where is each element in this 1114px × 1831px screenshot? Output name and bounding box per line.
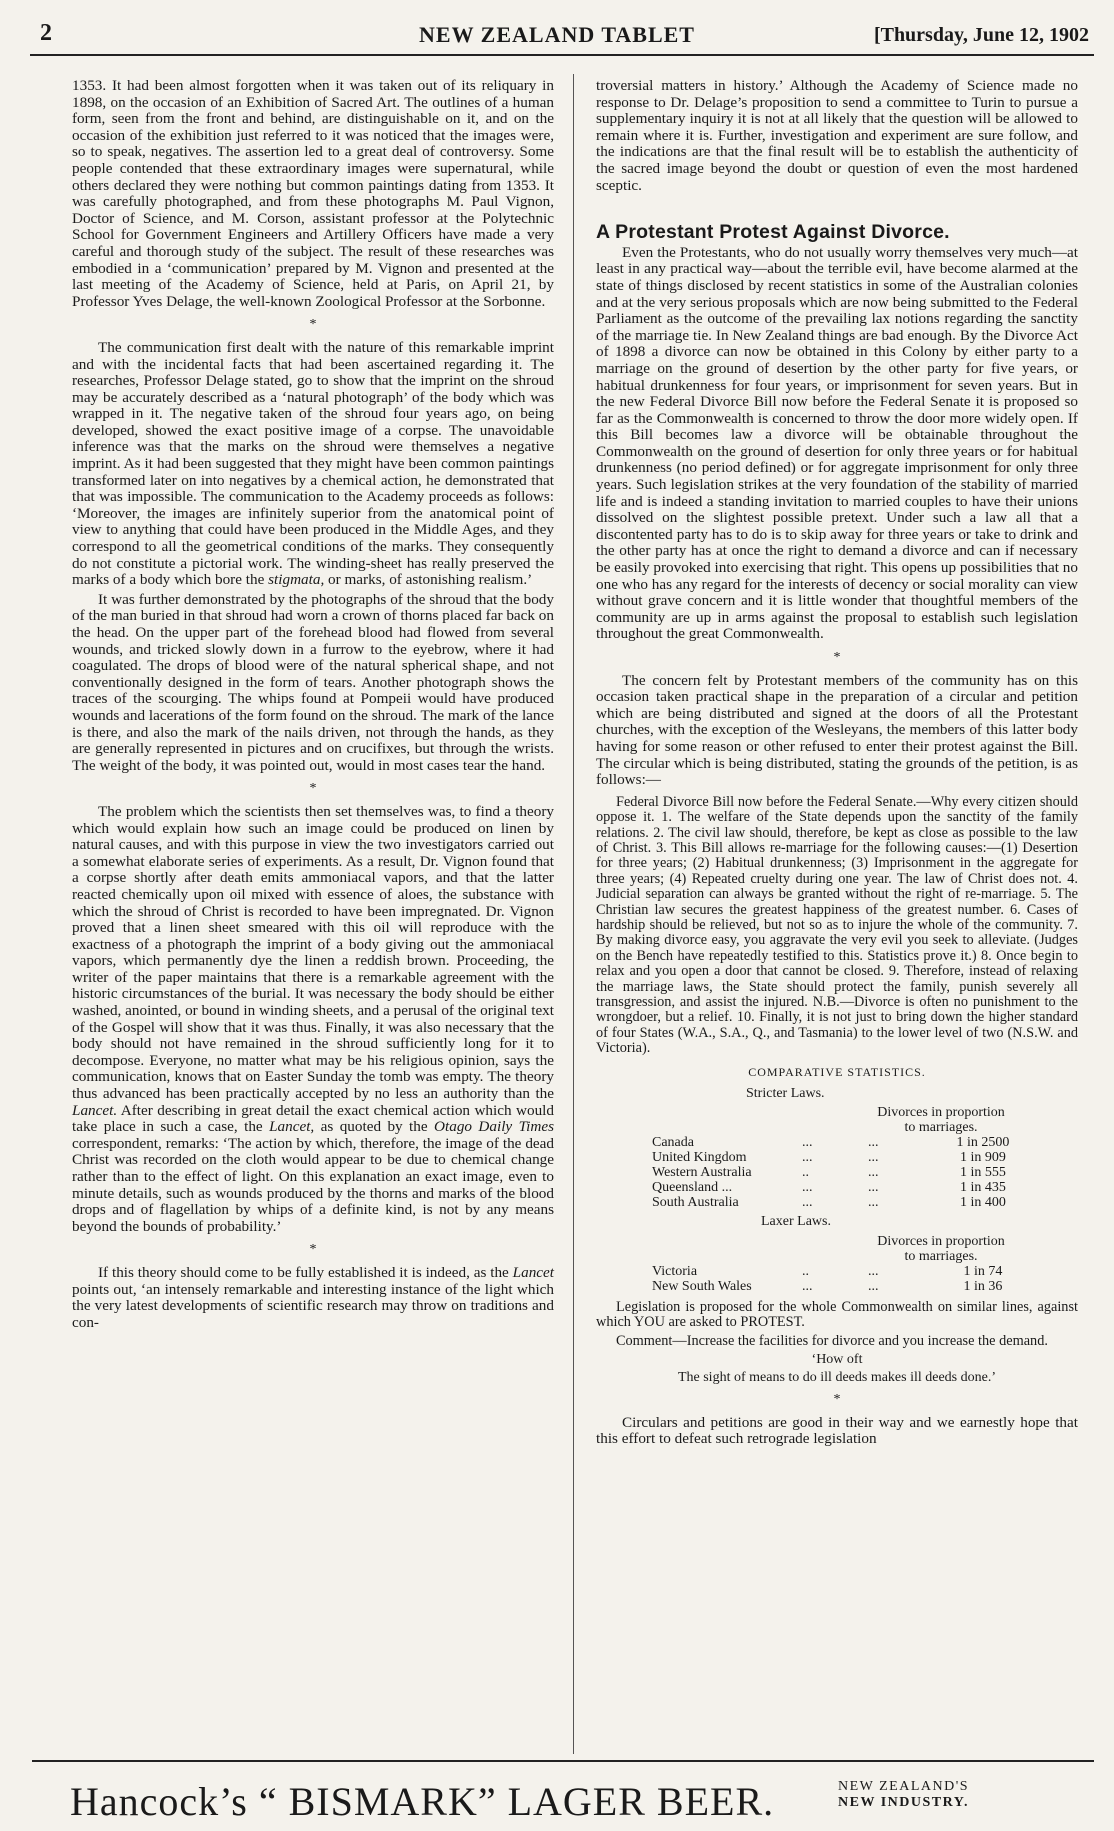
leader-dots: ... <box>868 1195 879 1211</box>
leader-dots: .. <box>802 1165 809 1181</box>
laxer-laws-label: Laxer Laws. <box>761 1214 831 1230</box>
leader-dots: ... <box>868 1135 879 1151</box>
statistics-title: COMPARATIVE STATISTICS. <box>748 1064 926 1079</box>
divorce-ratio: 1 in 435 <box>960 1180 1006 1196</box>
leader-dots: ... <box>868 1150 879 1166</box>
leader-dots: ... <box>802 1278 813 1294</box>
table-row <box>652 1195 1058 1210</box>
leader-dots: .. <box>802 1263 809 1279</box>
paragraph: Even the Protestants, who do not usually worry themselves very much—at least in any practical way—about the terrible evil, have become alarmed at the state of things disclosed by recent statistics in some of the Australian colonies and at the very serious proposals which are now being submitted to the Federal Parliament as the outcome of the prevailing lax notions regarding the sanctity of the marriage tie. In New Zealand things are bad enough. By the Divorce Act of 1898 a divorce can now be obtained in this Colony by either party to a marriage on the ground of desertion by the other party for five years, or habitual drunkenness for four years, or imprisonment for seven years. But in the new Federal Divorce Bill now before the Federal Senate it is proposed so far as the Commonwealth is concerned to throw the door more widely open. If this Bill becomes law a divorce will be obtainable throughout the Commonwealth on the ground of desertion for only three years or for habitual drunkenness (no period defined) or for aggregate imprisonment for only three years. Such legislation strikes at the very foundation of the stability of married life and is indeed a standing invitation to married couples to have their unions dissolved on the slightest possible pretext. Under such a law all that a discontented party has to do is to skip away for three years or take to drink and the other party has at once the right to demand a divorce and can if necessary be easily provoked into exercising that right. This opens up possibilities that no one who has any regard for the interests of decency or social morality can view without grave concern and it is little wonder that thoughtful members of the community are up in arms against the proposal to establish such legislation throughout the great Commonwealth. <box>596 243 1078 643</box>
masthead-title: NEW ZEALAND TABLET <box>419 22 695 47</box>
circular-paragraph: Federal Divorce Bill now before the Federal Senate.—Why every citizen should oppose it. 1. The welfare of the State depends upon the sanctity of the family relations. 2. The civil law should, therefore, be kept as close as possible to the law of Christ. 3. This Bill allows re-marriage for the following causes:—(1) Desertion for three years; (2) Habitual drunkenness; (3) Imprisonment in the aggregate for three years; (4) Repeated cruelty during one year. The law of Christ does not. 4. Judicial separation can always be granted without the right of re-marriage. 5. The Christian law secures the greatest happiness of the greatest number. 6. Cases of hardship should be relieved, but not so as to injure the whole of the community. 7. By making divorce easy, you aggravate the very evil you seek to alleviate. (Judges on the Bench have repeatedly testified to this. Statistics prove it.) 8. Once begin to relax and you open a door that cannot be closed. 9. Therefore, instead of relaxing the marriage laws, the State should protect the family, punish severely all transgression, and assist the injured. N.B.—Divorce is often no punishment to the wrongdoer, but a relief. 10. Finally, it is not just to bring down the higher standard of four States (W.A., S.A., Q., and Tasmania) to the lower level of two (N.S.W. and Victoria). <box>596 793 1078 1057</box>
section-star: * <box>833 1391 841 1407</box>
divorce-ratio: 1 in 400 <box>960 1195 1006 1211</box>
legislation-note: Legislation is proposed for the whole Commonwealth on similar lines, against which YOU are asked to PROTEST. <box>596 1298 1078 1331</box>
leader-dots: ... <box>868 1278 879 1294</box>
laxer-column-header: Divorces in proportion to marriages. <box>877 1233 1005 1264</box>
paragraph: The concern felt by Protestant members of the community has on this occasion taken practical shape in the preparation of a circular and petition which are being distributed and signed at the doors of all the Protestant churches, with the exception of the Wesleyans, the members of this latter body having for some reason or other refused to enter their protest against the Bill. The circular which is being distributed, stating the grounds of the petition, is as follows:— <box>596 671 1078 789</box>
leader-dots: ... <box>802 1150 813 1166</box>
issue-date: [Thursday, June 12, 1902 <box>873 24 1089 46</box>
country-name: Queensland ... <box>652 1180 733 1196</box>
paragraph: If this theory should come to be fully established it is indeed, as the Lancet points out, ‘an intensely remarkable and interesting instance of the light which the very latest developments of scientific research may throw on traditions and con- <box>72 1263 554 1331</box>
paragraph: It was further demonstrated by the photographs of the shroud that the body of the man buried in that shroud had worn a crown of thorns placed far back on the head. On the upper part of the forehead blood had flowed from several wounds, and tricked slowly down in a furrow to the eyebrow, where it had coagulated. The drops of blood were of the natural spherical shape, and not conventionally designed in the form of tears. Another photograph shows the traces of the scourging. The whips found at Pompeii would have produced wounds and lacerations of the form found on the shroud. The mark of the lance is there, and also the mark of the nails driven, not through the hands, as they are generally represented in pictures and on crucifixes, but through the wrists. The weight of the body, it was pointed out, would in most cases tear the hand. <box>72 590 554 774</box>
divorce-ratio: 1 in 555 <box>960 1165 1006 1181</box>
leader-dots: ... <box>868 1165 879 1181</box>
country-name: Victoria <box>652 1263 698 1279</box>
stricter-laws-table <box>652 1135 1058 1210</box>
table-row <box>652 1165 1058 1180</box>
table-row <box>652 1180 1058 1195</box>
table-row <box>652 1150 1058 1165</box>
country-name: New South Wales <box>652 1278 752 1294</box>
paragraph: The problem which the scientists then set themselves was, to find a theory which would explain how such an image could be produced on linen by natural causes, and with this purpose in view the two investigators carried out a somewhat elaborate series of experiments. As a result, Dr. Vignon found that a corpse shortly after death emits ammoniacal vapors, and that the latter reacted chemically upon oil mixed with essence of aloes, the substance with which the shroud of Christ is recorded to have been impregnated. Dr. Vignon proved that a linen sheet smeared with this oil will reproduce with the exactness of a photograph the imprint of a body giving out the ammoniacal vapors, which permanently dye the linen a reddish brown. Proceeding, the writer of the paper maintains that there is a remarkable agreement with the historic circumstances of the burial. It was necessary the body should be either washed, anointed, or bound in winding sheets, and a perusal of the original text of the Gospel will show that it was thus. Finally, it was also necessary that the body should not have remained in the shroud sufficiently long for it to decompose. Everyone, no matter what may be his religious opinion, says the communication, knows that on Easter Sunday the tomb was empty. The theory thus advanced has been practically accepted by no less an authority than the Lancet. After describing in great detail the exact chemical action which would take place in such a case, the Lancet, as quoted by the Otago Daily Times correspondent, remarks: ‘The action by which, therefore, the image of the dead Christ was recorded on the cloth would appear to be due to chemical change rather than to the effect of light. On this explanation an exact image, even to minute details, such as wounds produced by the thorns and marks of the blood drops and of flagellation by whips of a definite kind, is not by any means beyond the bounds of probability.’ <box>72 802 555 1235</box>
divorce-ratio: 1 in 909 <box>960 1150 1006 1166</box>
leader-dots: ... <box>802 1180 813 1196</box>
leader-dots: ... <box>802 1195 813 1211</box>
stricter-laws-label: Stricter Laws. <box>746 1086 825 1102</box>
footer-rule <box>32 1760 1094 1762</box>
country-name: Western Australia <box>652 1165 752 1181</box>
page-header <box>20 20 1094 50</box>
section-star: * <box>833 650 841 665</box>
section-star: * <box>309 1242 317 1258</box>
advertisement-tagline: NEW ZEALAND'S NEW INDUSTRY. <box>838 1779 970 1810</box>
country-name: South Australia <box>652 1195 739 1211</box>
quote-line: ‘How oft <box>811 1352 863 1368</box>
divorce-ratio: 1 in 74 <box>963 1263 1003 1279</box>
paragraph: 1353. It had been almost forgotten when it was taken out of its reliquary in 1898, on the occasion of an Exhibition of Sacred Art. The outlines of a human form, seen from the front and behind, are distinguishable on it, and on the occasion of the exhibition just referred to it was noticed that the images were, so to speak, negatives. The assertion led to a great deal of controversy. Some people contended that these extraordinary images were supernatural, while others declared they were nothing but common paintings dating from 1353. It was carefully photographed, and from these photographs M. Paul Vignon, Doctor of Science, and M. Corson, assistant professor at the Polytechnic School for Government Engineers and Artillery Officers have made a very careful and thorough study of the subject. The result of these researches was embodied in a ‘communication’ prepared by M. Vignon and presented at the last meeting of the Academy of Science, held at Paris, on April 21, by Professor Yves Delage, the well-known Zoological Professor at the Sorbonne. <box>72 77 554 310</box>
quote-line: The sight of means to do ill deeds makes ill deeds done.’ <box>677 1369 997 1385</box>
leader-dots: ... <box>802 1135 813 1151</box>
advertisement-banner: Hancock’s “ BISMARK” LAGER BEER. <box>70 1779 775 1824</box>
article-heading: A Protestant Protest Against Divorce. <box>596 221 950 244</box>
country-name: Canada <box>652 1135 694 1151</box>
table-row <box>652 1264 1058 1279</box>
section-star: * <box>309 317 317 333</box>
section-star: * <box>309 781 317 797</box>
comment-note: Comment—Increase the facilities for divorce and you increase the demand. <box>616 1332 1048 1349</box>
page-number: 2 <box>40 20 52 46</box>
right-column <box>596 78 1078 1451</box>
leader-dots: ... <box>868 1263 879 1279</box>
stricter-column-header: Divorces in proportion to marriages. <box>877 1105 1005 1136</box>
header-rule <box>30 54 1094 56</box>
laxer-laws-table <box>652 1264 1058 1294</box>
divorce-ratio: 1 in 36 <box>963 1278 1003 1294</box>
divorce-ratio: 1 in 2500 <box>956 1135 1010 1151</box>
paragraph: The communication first dealt with the nature of this remarkable imprint and with the incidental facts that had been ascertained regarding it. The researches, Professor Delage stated, go to show that the imprint on the shroud may be accurately described as a ‘natural photograph’ of the body which was wrapped in it. The negative taken of the shroud four years ago, on being developed, showed the exact positive image of a corpse. The unavoidable inference was that the marks on the shroud were themselves a negative imprint. As it had been suggested that they might have been common paintings transformed later on into negatives by a chemical action, he demonstrated that that was impossible. The communication to the Academy proceeds as follows: ‘Moreover, the images are infinitely superior from the anatomical point of view to anything that could have been produced in the Middle Ages, and they correspond to all the geometrical conditions of the marks. They consequently do not constitute a pictorial work. The winding-sheet has really preserved the marks of a body which bore the stigmata, or marks, of astonishing realism.’ <box>72 338 554 589</box>
country-name: United Kingdom <box>652 1150 747 1166</box>
table-row <box>652 1135 1058 1150</box>
circular-text <box>596 795 1078 1385</box>
left-column <box>72 78 554 1334</box>
newspaper-page <box>20 0 1094 1831</box>
paragraph: Circulars and petitions are good in their way and we earnestly hope that this effort to defeat such retrograde legislation <box>596 1413 1078 1448</box>
table-row <box>652 1279 1058 1294</box>
paragraph: troversial matters in history.’ Although the Academy of Science made no response to Dr. Delage’s proposition to send a committee to Turin to pursue a supplementary inquiry it is not at all likely that the question will be allowed to remain where it is. Further, investigation and experiment are sure follow, and the indications are that the final result will be to establish the authenticity of the sacred image beyond the doubt or question of even the most hardened sceptic. <box>596 77 1078 194</box>
column-divider <box>573 74 574 1754</box>
leader-dots: ... <box>868 1180 879 1196</box>
